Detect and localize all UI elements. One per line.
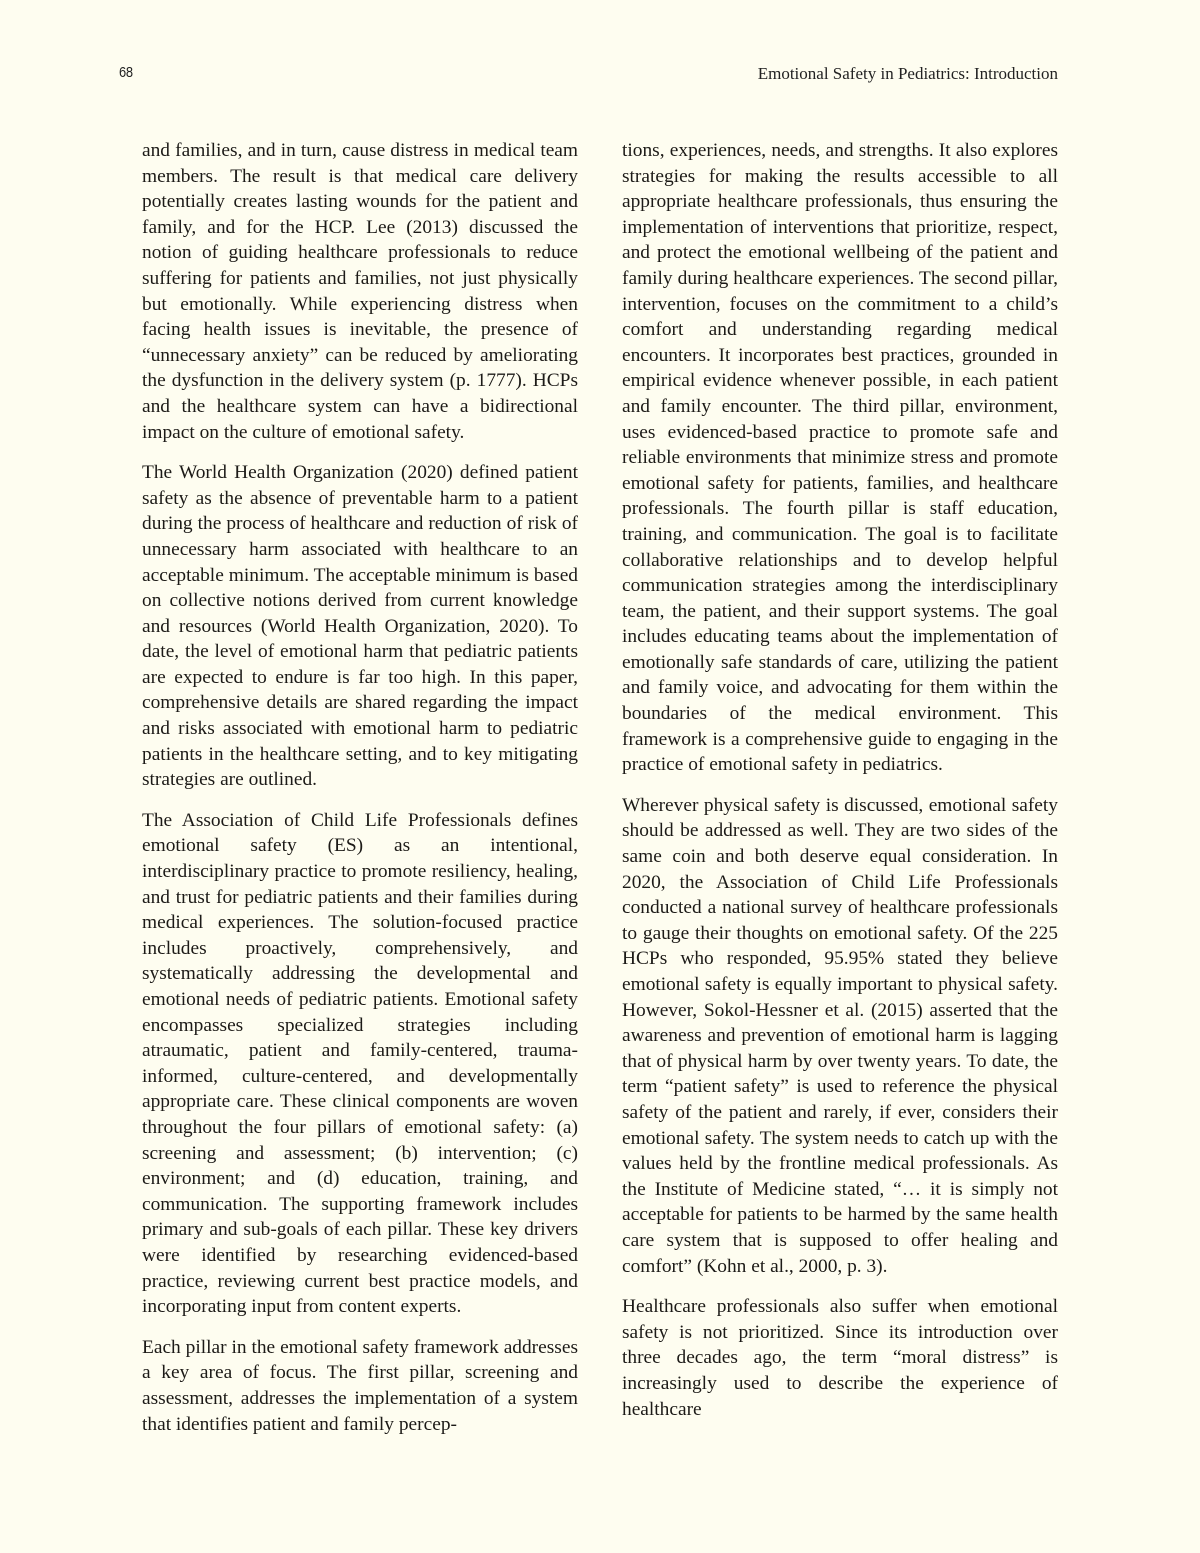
paragraph: tions, experiences, needs, and strengths. It also explores strategies for making the results accessible to all appropriate healthcare professionals, thus ensuring the implementation of interventions that prioritize, respect, and protect the emotional wellbeing of the patient and family during healthcare experiences. The second pillar, intervention, focuses on the commitment to a child’s comfort and understanding regarding medical encounters. It incorporates best practices, grounded in empirical evidence whenever possible, in each patient and family encounter. The third pillar, environment, uses evidenced-based practice to promote safe and reliable environments that minimize stress and promote emotional safety for patients, families, and healthcare professionals. The fourth pillar is staff education, training, and communication. The goal is to facilitate collaborative relationships and to develop helpful communication strategies among the interdisciplinary team, the patient, and their support systems. The goal includes educating teams about the implementation of emotionally safe standards of care, utilizing the patient and family voice, and advocating for them within the boundaries of the medical environment. This framework is a comprehensive guide to engaging in the practice of emotional safety in pediatrics. — [622, 140, 1058, 776]
right-column — [622, 138, 1058, 1422]
running-header — [0, 64, 1200, 88]
running-title: Emotional Safety in Pediatrics: Introduction — [757, 64, 1058, 83]
paragraph: and families, and in turn, cause distress in medical team members. The result is that medical care delivery potentially creates lasting wounds for the patient and family, and for the HCP. Lee (2013) discussed the notion of guiding healthcare professionals to reduce suffering for patients and families, not just physically but emotionally. While experiencing distress when facing health issues is inevitable, the presence of “unnecessary anxiety” can be reduced by ameliorating the dysfunction in the delivery system (p. 1777). HCPs and the healthcare system can have a bidirectional impact on the culture of emotional safety. — [142, 140, 578, 443]
paragraph: Wherever physical safety is discussed, emotional safety should be addressed as well. They are two sides of the same coin and both deserve equal consideration. In 2020, the Association of Child Life Professionals conducted a national survey of healthcare professionals to gauge their thoughts on emotional safety. Of the 225 HCPs who responded, 95.95% stated they believe emotional safety is equally important to physical safety. However, Sokol-Hessner et al. (2015) asserted that the awareness and prevention of emotional harm is lagging that of physical harm by over twenty years. To date, the term “patient safety” is used to reference the physical safety of the patient and rarely, if ever, considers their emotional safety. The system needs to catch up with the values held by the frontline medical professionals. As the Institute of Medicine stated, “… it is simply not acceptable for patients to be harmed by the same health care system that is supposed to offer healing and comfort” (Kohn et al., 2000, p. 3). — [622, 794, 1058, 1277]
page-number: 68 — [119, 64, 133, 81]
paragraph: Healthcare professionals also suffer when emotional safety is not prioritized. Since its introduction over three decades ago, the term “moral distress” is increasingly used to describe the experience of healthcare — [622, 1296, 1058, 1420]
left-column — [142, 138, 578, 1437]
paragraph: The World Health Organization (2020) defined patient safety as the absence of preventable harm to a patient during the process of healthcare and reduction of risk of unnecessary harm associated with healthcare to an acceptable minimum. The acceptable minimum is based on collective notions derived from current knowledge and resources (World Health Organization, 2020). To date, the level of emotional harm that pediatric patients are expected to endure is far too high. In this paper, comprehensive details are shared regarding the impact and risks associated with emotional harm to pediatric patients in the healthcare setting, and to key mitigating strategies are outlined. — [142, 462, 578, 791]
paragraph: The Association of Child Life Professionals defines emotional safety (ES) as an intentional, interdisciplinary practice to promote resiliency, healing, and trust for pediatric patients and their families during medical experiences. The solution-focused practice includes proactively, comprehensively, and systematically addressing the developmental and emotional needs of pediatric patients. Emotional safety encompasses specialized strategies including atraumatic, patient and family-centered, trauma-informed, culture-centered, and developmentally appropriate care. These clinical components are woven throughout the four pillars of emotional safety: (a) screening and assessment; (b) intervention; (c) environment; and (d) education, training, and communication. The supporting framework includes primary and sub-goals of each pillar. These key drivers were identified by researching evidenced-based practice, reviewing current best practice models, and incorporating input from content experts. — [142, 809, 578, 1318]
paragraph: Each pillar in the emotional safety framework addresses a key area of focus. The first pillar, screening and assessment, addresses the implementation of a system that identifies patient and family percep- — [142, 1336, 578, 1435]
